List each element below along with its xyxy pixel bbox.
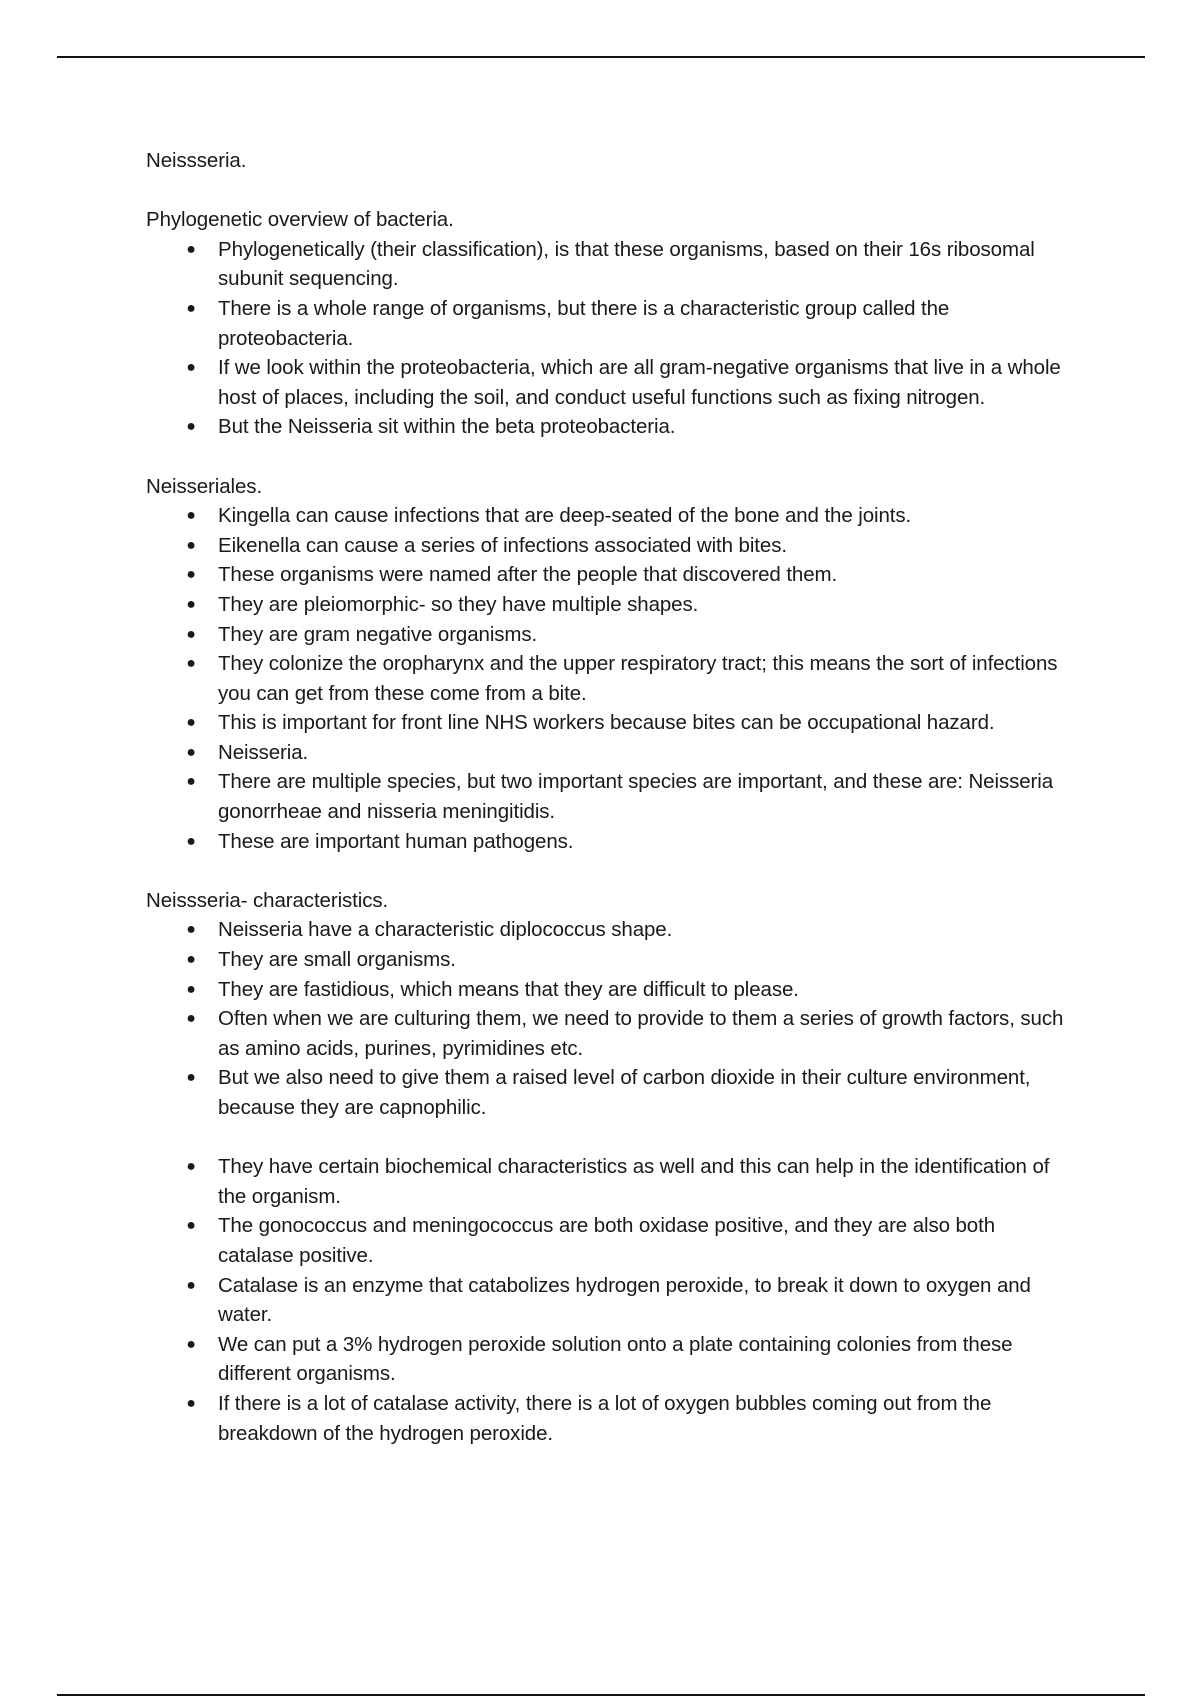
list-item (146, 501, 1066, 531)
list-item (146, 738, 1066, 768)
bullet-icon: ● (186, 655, 196, 673)
list-item-text: Phylogenetically (their classification), is that these organisms, based on their 16s ribosomal subunit sequencing. (218, 237, 1035, 291)
bullet-icon: ● (186, 743, 196, 761)
list-item-text: There is a whole range of organisms, but there is a characteristic group called the proteobacteria. (218, 296, 950, 350)
section-phylogenetic-overview (146, 205, 1066, 442)
bullet-icon: ● (186, 1217, 196, 1235)
list-item-text: They are pleiomorphic- so they have multiple shapes. (218, 592, 699, 616)
bullet-icon: ● (186, 1158, 196, 1176)
document-body (146, 146, 1066, 1478)
list-item (146, 531, 1066, 561)
bullet-icon: ● (186, 980, 196, 998)
bullet-icon: ● (186, 773, 196, 791)
bullet-icon: ● (186, 536, 196, 554)
list-item (146, 1152, 1066, 1211)
list-item (146, 590, 1066, 620)
footer-rule (57, 1694, 1145, 1696)
list-item-text: If there is a lot of catalase activity, there is a lot of oxygen bubbles coming out from the breakdown of the hydrogen peroxide. (218, 1391, 992, 1445)
bullet-icon: ● (186, 1010, 196, 1028)
list-item (146, 945, 1066, 975)
list-item-text: These are important human pathogens. (218, 829, 574, 853)
list-item-text: If we look within the proteobacteria, which are all gram-negative organisms that live in a whole host of places, including the soil, and conduct useful functions such as fixing nitrogen. (218, 356, 1061, 409)
bullet-list (146, 915, 1066, 1448)
list-item (146, 560, 1066, 590)
bullet-icon: ● (186, 299, 196, 317)
list-item-text: They are gram negative organisms. (218, 622, 538, 646)
list-item-text: They are fastidious, which means that they are difficult to please. (218, 977, 799, 1001)
section-heading: Phylogenetic overview of bacteria. (146, 208, 454, 232)
list-item-text: Neisseria have a characteristic diplococcus shape. (218, 918, 673, 942)
bullet-icon: ● (186, 625, 196, 643)
section-heading: Neisseriales. (146, 474, 263, 498)
bullet-icon: ● (186, 714, 196, 732)
bullet-icon: ● (186, 507, 196, 525)
bullet-icon: ● (186, 240, 196, 258)
list-item-text: Neisseria. (218, 740, 309, 764)
list-item-text: There are multiple species, but two important species are important, and these are: Neisseria gonorrheae and nisseria meningitidis. (218, 770, 1054, 824)
list-item (146, 353, 1066, 412)
list-item-text: The gonococcus and meningococcus are both oxidase positive, and they are also both catalase positive. (218, 1214, 995, 1267)
bullet-icon: ● (186, 1394, 196, 1412)
list-item (146, 235, 1066, 294)
list-item (146, 827, 1066, 857)
list-item (146, 620, 1066, 650)
bullet-icon: ● (186, 832, 196, 850)
list-item (146, 649, 1066, 708)
list-item-text: These organisms were named after the people that discovered them. (218, 563, 838, 587)
bullet-icon: ● (186, 418, 196, 436)
list-item-text: We can put a 3% hydrogen peroxide solution onto a plate containing colonies from these different organisms. (218, 1332, 1013, 1386)
bullet-icon: ● (186, 1335, 196, 1353)
bullet-icon: ● (186, 951, 196, 969)
list-item-text: This is important for front line NHS workers because bites can be occupational hazard. (218, 711, 995, 735)
list-item (146, 1063, 1066, 1122)
list-item-text: They have certain biochemical characteristics as well and this can help in the identification of the organism. (218, 1155, 1050, 1208)
list-item (146, 975, 1066, 1005)
bullet-icon: ● (186, 1069, 196, 1087)
bullet-list (146, 235, 1066, 442)
list-item-text: They colonize the oropharynx and the upper respiratory tract; this means the sort of infections you can get from these come from a bite. (218, 652, 1058, 705)
bullet-icon: ● (186, 921, 196, 939)
header-rule (57, 56, 1145, 58)
list-item (146, 708, 1066, 738)
list-item-text: Catalase is an enzyme that catabolizes hydrogen peroxide, to break it down to oxygen and water. (218, 1273, 1031, 1327)
list-item (146, 1389, 1066, 1448)
list-item-text: Often when we are culturing them, we need to provide to them a series of growth factors, such as amino acids, purines, pyrimidines etc. (218, 1007, 1064, 1060)
document-title: Neissseria. (146, 149, 247, 172)
list-item (146, 915, 1066, 945)
list-item (146, 1211, 1066, 1270)
list-item (146, 412, 1066, 442)
list-item (146, 294, 1066, 353)
list-item-text: They are small organisms. (218, 948, 456, 972)
section-neisseriales (146, 472, 1066, 857)
list-item (146, 767, 1066, 826)
list-item-text: Kingella can cause infections that are deep-seated of the bone and the joints. (218, 504, 912, 528)
section-heading: Neissseria- characteristics. (146, 888, 389, 912)
bullet-icon: ● (186, 595, 196, 613)
list-item (146, 1271, 1066, 1330)
list-item (146, 1330, 1066, 1389)
bullet-icon: ● (186, 1276, 196, 1294)
list-item-text: But we also need to give them a raised level of carbon dioxide in their culture environment, because they are capnophilic. (218, 1066, 1031, 1119)
list-item (146, 1004, 1066, 1063)
list-item-text: But the Neisseria sit within the beta proteobacteria. (218, 415, 676, 439)
bullet-icon: ● (186, 359, 196, 377)
section-neisseria-characteristics (146, 886, 1066, 1448)
bullet-icon: ● (186, 566, 196, 584)
list-item-text: Eikenella can cause a series of infections associated with bites. (218, 533, 787, 557)
bullet-list (146, 501, 1066, 856)
